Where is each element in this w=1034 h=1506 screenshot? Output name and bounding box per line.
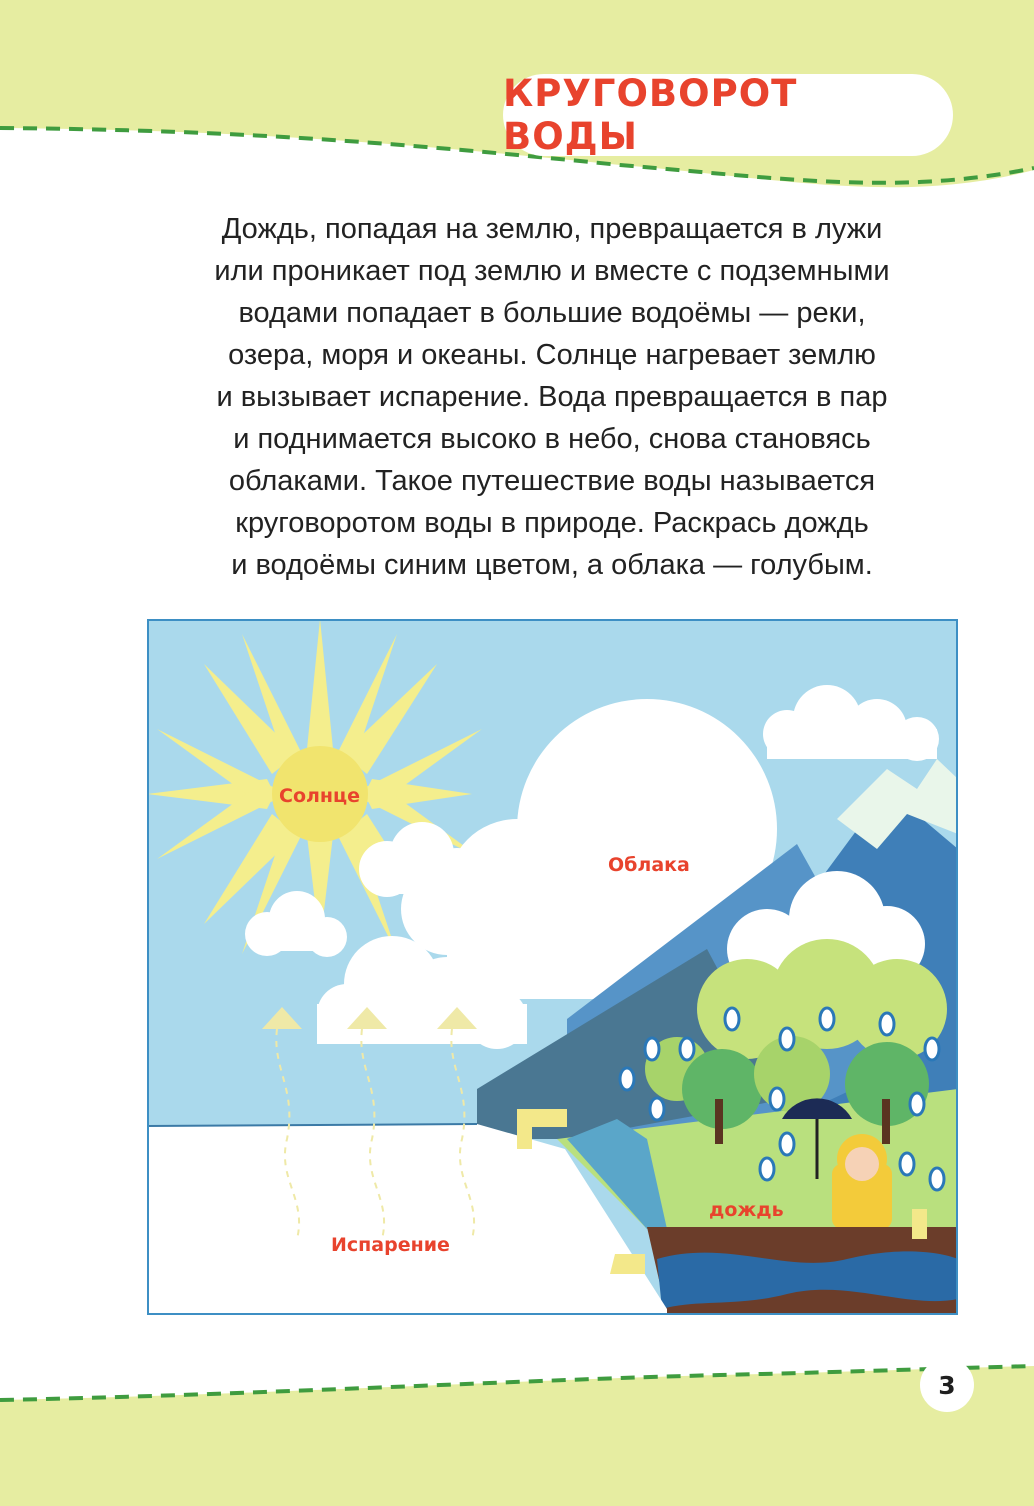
evaporation-label: Испарение xyxy=(331,1234,450,1256)
rain-label: дождь xyxy=(709,1199,784,1221)
body-line: и водоёмы синим цветом, а облака — голубым. xyxy=(231,549,873,581)
body-line: облаками. Такое путешествие воды называется xyxy=(228,465,876,497)
illustration-canvas xyxy=(147,619,958,1315)
title-banner xyxy=(503,74,953,156)
body-line: озера, моря и океаны. Солнце нагревает землю xyxy=(228,339,876,371)
body-line: круговоротом воды в природе. Раскрась дождь xyxy=(235,507,869,539)
body-line: водами попадает в большие водоёмы — реки, xyxy=(238,297,866,329)
body-paragraph xyxy=(148,208,956,586)
page-title: КРУГОВОРОТ ВОДЫ xyxy=(503,72,798,158)
body-line: или проникает под землю и вместе с подземными xyxy=(214,255,890,287)
water-cycle-illustration xyxy=(147,619,958,1315)
clouds-label: Облака xyxy=(608,854,690,876)
page-number: 3 xyxy=(920,1358,974,1412)
body-line: и вызывает испарение. Вода превращается в пар xyxy=(216,381,888,413)
sun-label: Солнце xyxy=(279,785,361,807)
footer-band xyxy=(0,1366,1034,1506)
body-line: и поднимается высоко в небо, снова становясь xyxy=(233,423,871,455)
body-line: Дождь, попадая на землю, превращается в лужи xyxy=(221,213,883,245)
